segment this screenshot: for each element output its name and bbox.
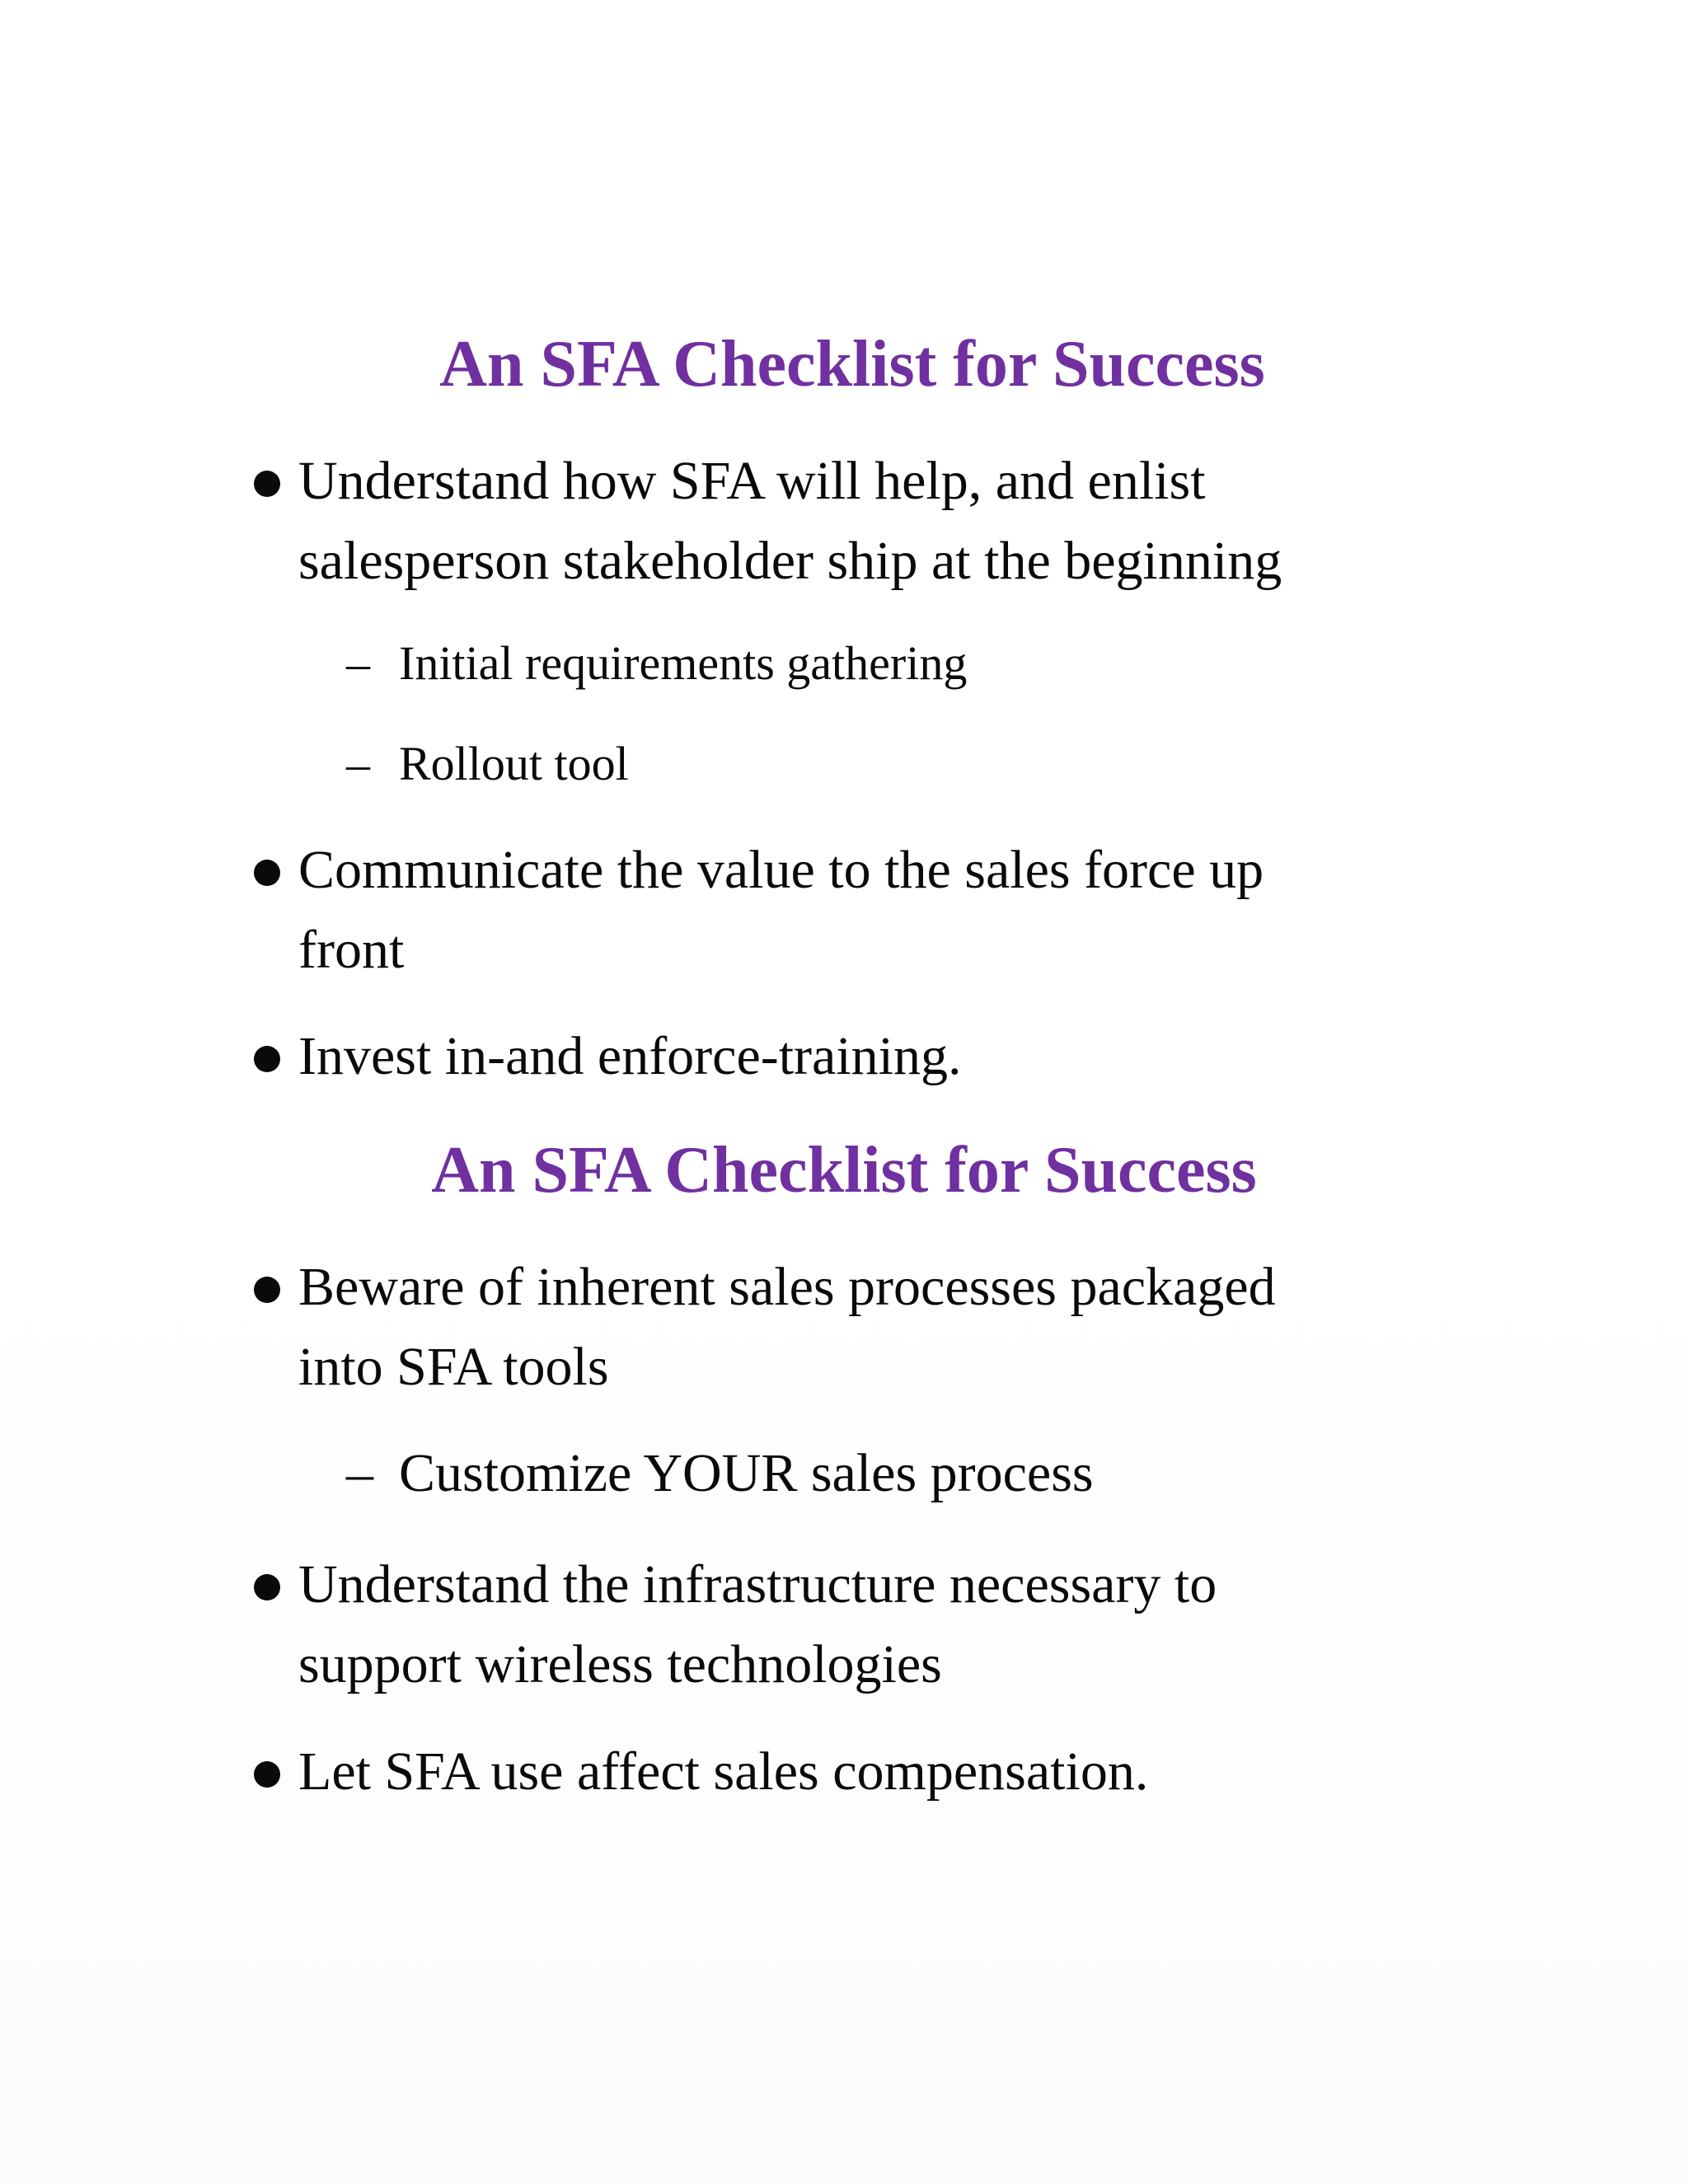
bullet-text-line: Invest in-and enforce-training.	[298, 1026, 962, 1086]
bullet-text-line: Let SFA use affect sales compensation.	[298, 1741, 1149, 1802]
bullet-icon	[254, 471, 280, 497]
sub-item-text: Initial requirements gathering	[399, 636, 968, 690]
sub-item-text: Rollout tool	[399, 737, 629, 790]
bullet-text-line: Understand how SFA will help, and enlist	[298, 451, 1206, 511]
bullet-icon	[254, 1046, 280, 1072]
sub-item-text: Customize YOUR sales process	[399, 1443, 1094, 1503]
dash-icon: –	[346, 636, 370, 690]
bullet-icon	[254, 860, 280, 886]
bullet-text-line: Understand the infrastructure necessary to	[298, 1554, 1217, 1615]
slide-title: An SFA Checklist for Success	[431, 1134, 1257, 1207]
bullet-text-line: Communicate the value to the sales force up	[298, 840, 1264, 900]
bullet-icon	[254, 1761, 280, 1788]
bullet-text-line: support wireless technologies	[298, 1634, 942, 1694]
slide-title: An SFA Checklist for Success	[439, 328, 1265, 401]
bullet-text-line: Beware of inherent sales processes packaged	[298, 1257, 1276, 1317]
bullet-text-line: salesperson stakeholder ship at the beginning	[298, 531, 1282, 591]
bullet-icon	[254, 1277, 280, 1303]
bullet-icon	[254, 1574, 280, 1601]
bullet-text-line: into SFA tools	[298, 1337, 609, 1397]
dash-icon: –	[346, 737, 370, 790]
dash-icon: –	[346, 1443, 373, 1503]
bullet-text-line: front	[298, 920, 405, 980]
